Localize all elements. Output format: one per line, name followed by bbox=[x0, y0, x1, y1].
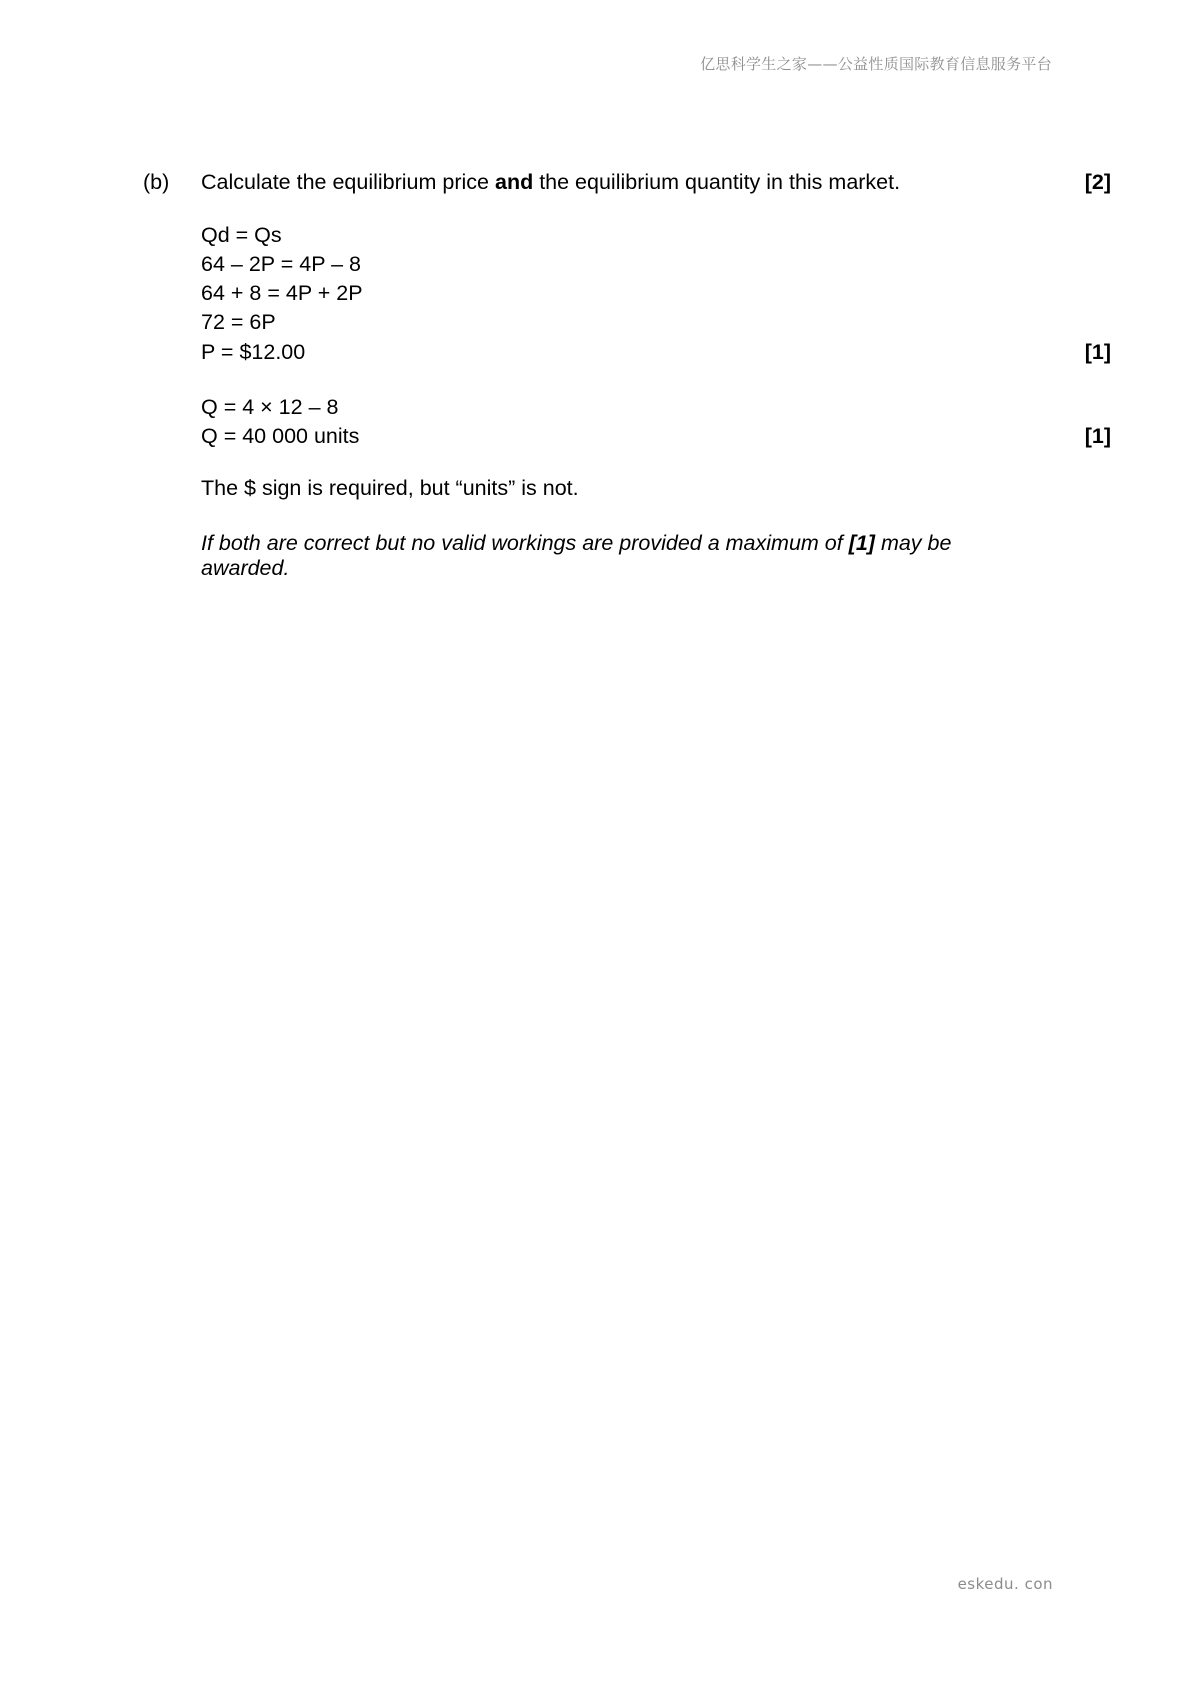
price-mark: [1] bbox=[1084, 340, 1111, 364]
working-line-quantity-answer: Q = 40 000 units bbox=[201, 424, 360, 448]
examiner-note bbox=[201, 531, 1001, 581]
examiner-note-end: may be awarded. bbox=[201, 531, 952, 580]
working-line-price-answer: P = $12.00 bbox=[201, 340, 306, 364]
working-line: 64 – 2P = 4P – 8 bbox=[201, 252, 362, 276]
working-line: Qd = Qs bbox=[201, 223, 282, 247]
dollar-sign-note: The $ sign is required, but “units” is not. bbox=[201, 476, 579, 500]
watermark-footer: eskedu. con bbox=[957, 1575, 1053, 1593]
part-label: (b) bbox=[143, 170, 170, 194]
question-text-end: the equilibrium quantity in this market. bbox=[533, 170, 901, 194]
total-marks: [2] bbox=[1084, 170, 1111, 194]
quantity-mark: [1] bbox=[1084, 424, 1111, 448]
working-line: 72 = 6P bbox=[201, 310, 276, 334]
working-line: 64 + 8 = 4P + 2P bbox=[201, 281, 363, 305]
examiner-note-bold: [1] bbox=[848, 531, 875, 555]
watermark-header: 亿思科学生之家——公益性质国际教育信息服务平台 bbox=[700, 55, 1052, 73]
question-text-bold: and bbox=[494, 170, 534, 194]
examiner-note-start: If both are correct but no valid workings are provided a maximum of bbox=[201, 531, 849, 555]
question-text bbox=[201, 170, 900, 195]
working-line: Q = 4 × 12 – 8 bbox=[201, 395, 339, 419]
question-text-start: Calculate the equilibrium price bbox=[201, 170, 495, 194]
